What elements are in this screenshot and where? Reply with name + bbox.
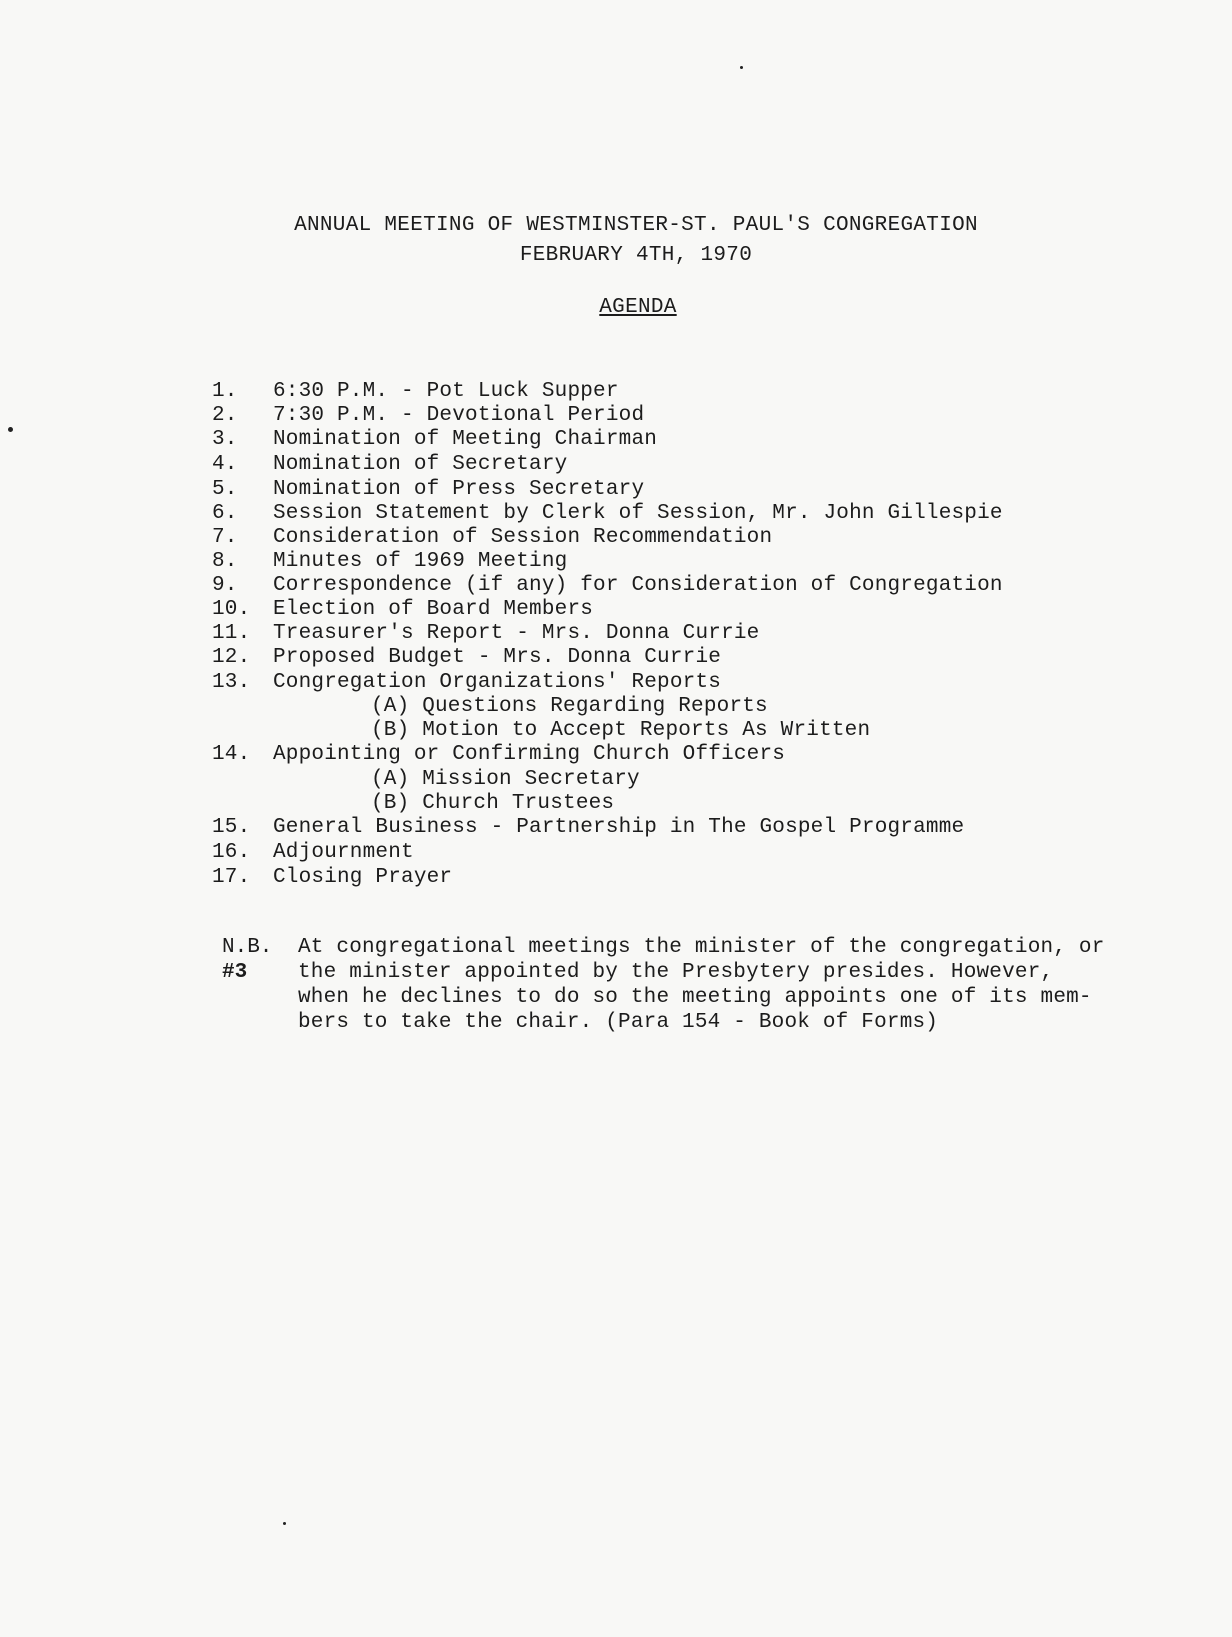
agenda-item-text: Correspondence (if any) for Consideration of Congregation <box>273 574 1003 597</box>
agenda-item-number: 6. <box>212 502 238 525</box>
agenda-item-number: 13. <box>212 671 251 694</box>
agenda-item-text: Congregation Organizations' Reports <box>273 671 722 694</box>
meeting-date: FEBRUARY 4TH, 1970 <box>519 244 753 267</box>
note-line: when he declines to do so the meeting appoints one of its mem- <box>298 986 1092 1009</box>
paper-speck <box>8 427 13 432</box>
agenda-item-text: General Business - Partnership in The Gospel Programme <box>273 816 965 839</box>
note-line: the minister appointed by the Presbytery presides. However, <box>298 961 1054 984</box>
agenda-item-number: 16. <box>212 841 251 864</box>
agenda-item-text: Election of Board Members <box>273 598 594 621</box>
agenda-item-number: 1. <box>212 380 238 403</box>
note-label: N.B. <box>222 936 273 959</box>
agenda-item-number: 9. <box>212 574 238 597</box>
paper-speck <box>283 1522 286 1525</box>
agenda-item-number: 8. <box>212 550 238 573</box>
agenda-item-text: Closing Prayer <box>273 866 453 889</box>
agenda-item-number: 15. <box>212 816 251 839</box>
agenda-item-text: Treasurer's Report - Mrs. Donna Currie <box>273 622 760 645</box>
agenda-item-number: 12. <box>212 646 251 669</box>
agenda-item-text: Nomination of Meeting Chairman <box>273 428 658 451</box>
agenda-item-text: Nomination of Secretary <box>273 453 568 476</box>
agenda-item-number: 3. <box>212 428 238 451</box>
agenda-subitem: (B) Church Trustees <box>371 792 615 815</box>
agenda-item-text: Proposed Budget - Mrs. Donna Currie <box>273 646 722 669</box>
agenda-item-number: 7. <box>212 526 238 549</box>
agenda-item-text: Minutes of 1969 Meeting <box>273 550 568 573</box>
agenda-item-text: Nomination of Press Secretary <box>273 478 645 501</box>
agenda-item-text: Session Statement by Clerk of Session, Mr. John Gillespie <box>273 502 1003 525</box>
agenda-item-text: Consideration of Session Recommendation <box>273 526 773 549</box>
note-line: At congregational meetings the minister of the congregation, or <box>298 936 1105 959</box>
agenda-item-text: 6:30 P.M. - Pot Luck Supper <box>273 380 619 403</box>
agenda-item-text: Appointing or Confirming Church Officers <box>273 743 786 766</box>
agenda-heading: AGENDA <box>599 296 677 319</box>
agenda-item-number: 2. <box>212 404 238 427</box>
agenda-subitem: (A) Questions Regarding Reports <box>371 695 768 718</box>
agenda-item-number: 4. <box>212 453 238 476</box>
note-line: bers to take the chair. (Para 154 - Book of Forms) <box>298 1011 939 1034</box>
document-title: ANNUAL MEETING OF WESTMINSTER-ST. PAUL'S CONGREGATION <box>294 214 978 237</box>
agenda-item-text: 7:30 P.M. - Devotional Period <box>273 404 645 427</box>
agenda-item-number: 10. <box>212 598 251 621</box>
paper-speck <box>740 66 743 69</box>
agenda-item-number: 17. <box>212 866 251 889</box>
agenda-subitem: (B) Motion to Accept Reports As Written <box>371 719 871 742</box>
agenda-item-text: Adjournment <box>273 841 414 864</box>
agenda-item-number: 5. <box>212 478 238 501</box>
agenda-item-number: 14. <box>212 743 251 766</box>
note-reference: #3 <box>222 961 248 984</box>
agenda-item-number: 11. <box>212 622 251 645</box>
agenda-subitem: (A) Mission Secretary <box>371 768 640 791</box>
